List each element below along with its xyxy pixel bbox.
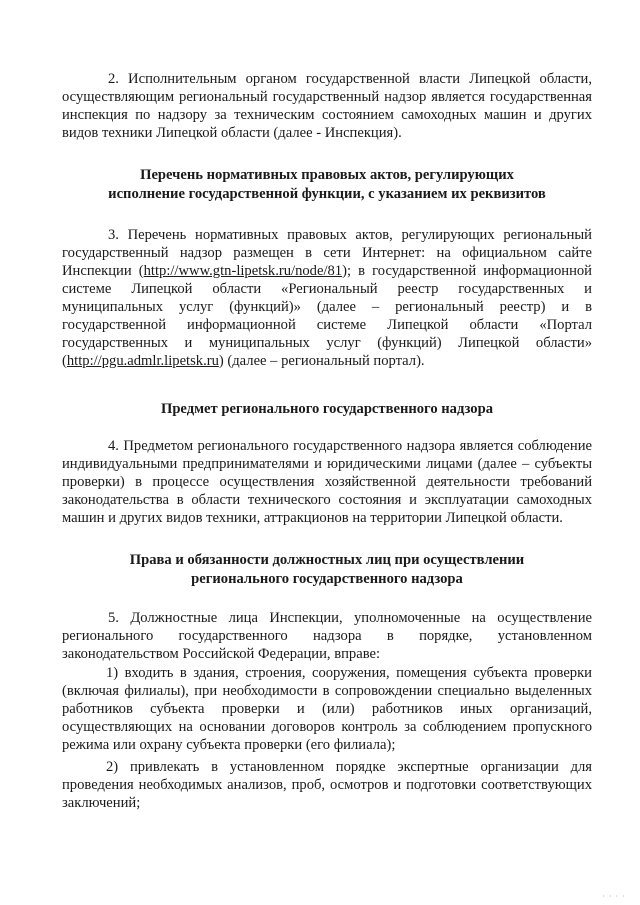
paragraph-3 (62, 226, 592, 370)
paragraph-3-text-a: 3. Перечень нормативных правовых актов, регулирующих региональный государственный надзор размещен в сети Интернет: на официальном сайте Инспекции ( (62, 227, 592, 279)
list-item-1: 1) входить в здания, строения, сооружения, помещения субъекта проверки (включая филиалы), при необходимости в сопровождении специально выделенных работников субъекта проверки и (или) работников иных организаций, осуществляющих на основании договоров контроль за соблюдением пропускного режима или охрану субъекта проверки (его филиала); (62, 665, 592, 753)
section-heading-legal-acts: Перечень нормативных правовых актов, регулирующих исполнение государственной функции, с указанием их реквизитов (108, 167, 546, 202)
inspection-site-link[interactable]: http://www.gtn-lipetsk.ru/node/81 (143, 263, 343, 279)
paragraph-3-text-b: ); в государственной информационной системе Липецкой области «Региональный реестр государственных и муниципальных услуг (функций)» (далее – региональный реестр) и в государственной информационной системе Липецкой области «Портал государственных и муниципальных услуг (функций) Липецкой области» ( (62, 263, 592, 369)
paragraph-2: 2. Исполнительным органом государственной власти Липецкой области, осуществляющим региональный государственный надзор является государственная инспекция по надзору за техническим состоянием самоходных машин и других видов техники Липецкой области (далее - Инспекция). (62, 71, 592, 141)
list-item-2: 2) привлекать в установленном порядке экспертные организации для проведения необходимых анализов, проб, осмотров и подготовки соответствующих заключений; (62, 759, 592, 811)
section-heading-rights: Права и обязанности должностных лиц при осуществлении регионального государственного надзора (129, 552, 525, 587)
paragraph-4: 4. Предметом регионального государственного надзора является соблюдение индивидуальными предпринимателями и юридическими лицами (далее – субъекты проверки) в процессе осуществления хозяйственной деятельности требований законодательства в области технического состояния и эксплуатации самоходных машин и других видов техники, аттракционов на территории Липецкой области. (62, 438, 592, 526)
section-heading-subject: Предмет регионального государственного надзора (160, 401, 494, 417)
page-corner-mark: · · · · (602, 892, 626, 901)
paragraph-3-text-c: ) (далее – региональный портал). (218, 353, 425, 369)
paragraph-5: 5. Должностные лица Инспекции, уполномоченные на осуществление регионального государственного надзора в порядке, установленном законодательством Российской Федерации, вправе: (62, 610, 592, 662)
regional-portal-link[interactable]: http://pgu.admlr.lipetsk.ru (66, 353, 219, 369)
